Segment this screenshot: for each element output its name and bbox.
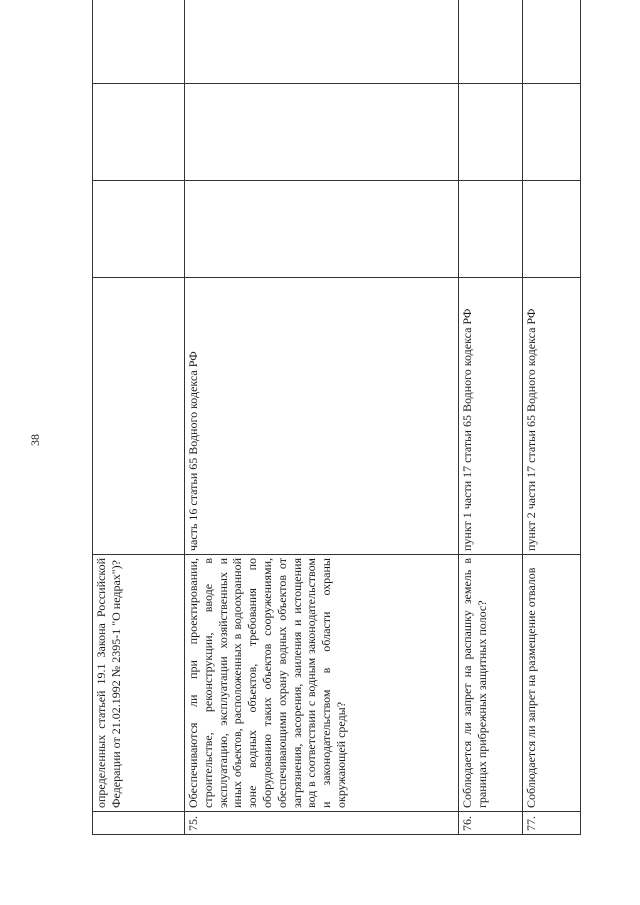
question-cell: определенных статьей 19.1 Закона Российской Федерации от 21.02.1992 № 2395-1 "О недрах")? <box>93 555 185 812</box>
answer-cell <box>185 181 459 278</box>
row-number: 77. <box>523 812 581 835</box>
answer-cell <box>93 181 185 278</box>
table-row <box>93 0 185 835</box>
question-cell: Обеспечиваются ли при проектировании, строительстве, реконструкции, вводе в эксплуатацию, эксплуатации хозяйственных и иных объектов, расположенных в водоохранной зоне водных объектов, требования по оборудованию таких объектов сооружениями, обеспечивающими охрану водных объектов от загрязнения, засорения, заиления и истощения вод в соответствии с водным законодательством и законодательством в области охраны окружающей среды? <box>185 555 459 812</box>
answer-cell <box>459 0 523 84</box>
row-number <box>93 812 185 835</box>
checklist-table-rotated <box>92 55 580 835</box>
table-row <box>185 0 459 835</box>
answer-cell <box>459 181 523 278</box>
answer-cell <box>185 0 459 84</box>
table-row <box>459 0 523 835</box>
answer-cell <box>93 84 185 181</box>
question-cell: Соблюдается ли запрет на распашку земель в границах прибрежных защитных полос? <box>459 555 523 812</box>
reference-cell: часть 16 статьи 65 Водного кодекса РФ <box>185 278 459 555</box>
row-number: 75. <box>185 812 459 835</box>
answer-cell <box>523 181 581 278</box>
answer-cell <box>523 0 581 84</box>
question-cell: Соблюдается ли запрет на размещение отвалов <box>523 555 581 812</box>
reference-cell: пункт 1 части 17 статьи 65 Водного кодекса РФ <box>459 278 523 555</box>
reference-cell: пункт 2 части 17 статьи 65 Водного кодекса РФ <box>523 278 581 555</box>
table-row <box>523 0 581 835</box>
row-number: 76. <box>459 812 523 835</box>
reference-cell <box>93 278 185 555</box>
page-number: 38 <box>28 434 42 446</box>
answer-cell <box>185 84 459 181</box>
checklist-table <box>92 0 581 835</box>
answer-cell <box>523 84 581 181</box>
answer-cell <box>93 0 185 84</box>
answer-cell <box>459 84 523 181</box>
